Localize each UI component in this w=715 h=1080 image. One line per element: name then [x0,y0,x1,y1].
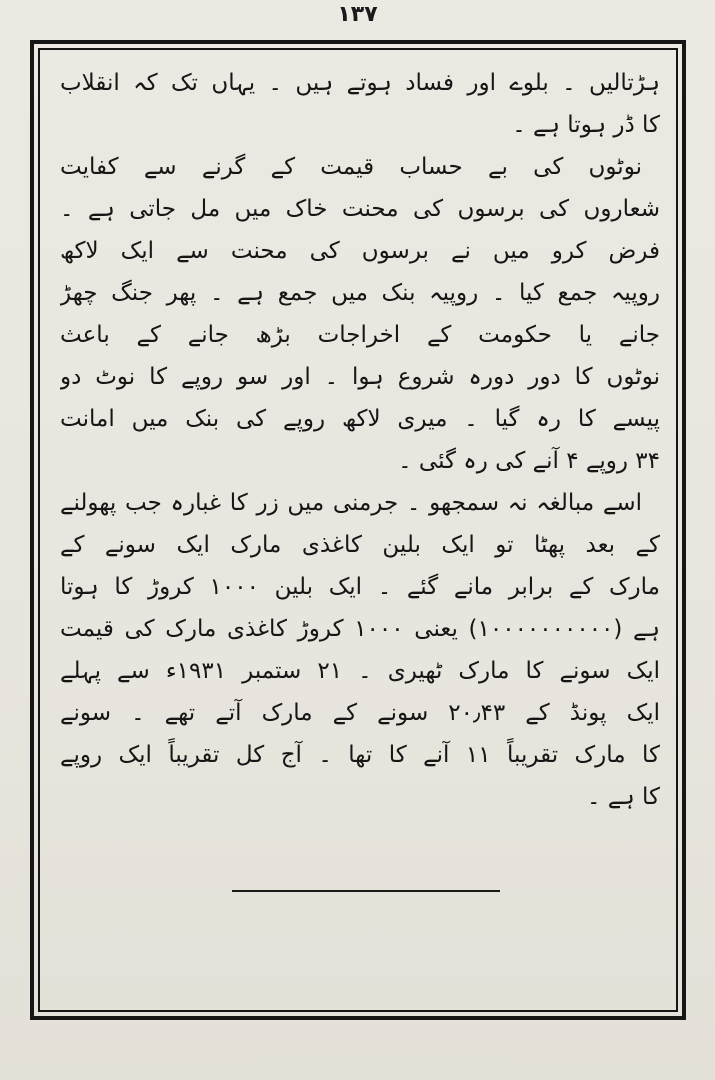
text-line: ایک سونے کا مارک ٹھیری ۔ ۲۱ ستمبر ۱۹۳۱ء سے پہلے [60,658,660,684]
text-line: فرض کرو میں نے برسوں کی محنت سے ایک لاکھ [60,238,660,264]
text-line: کا ڈر ہوتا ہے ۔ [512,112,660,138]
text-line: کا ہے ۔ [586,784,660,810]
text-line: کا مارک تقریباً ۱۱ آنے کا تھا ۔ آج کل تقریباً ایک روپے [60,742,660,768]
text-line: روپیہ جمع کیا ۔ روپیہ بنک میں جمع ہے ۔ پھر جنگ چھڑ [60,280,660,306]
text-line: ۳۴ روپے ۴ آنے کی رہ گئی ۔ [398,448,660,474]
text-line: ہڑتالیں ۔ بلوے اور فساد ہوتے ہیں ۔ یہاں تک کہ انقلاب [60,70,660,96]
text-line: ہے (۱۰۰۰۰۰۰۰۰۰۰) یعنی ۱۰۰۰ کروڑ کاغذی مارک کی قیمت [60,616,660,642]
text-line: نوٹوں کا دور دورہ شروع ہوا ۔ اور سو روپے کا نوٹ دو [60,364,660,390]
body-text [60,62,660,818]
text-line: کے بعد پھٹا تو ایک بلین کاغذی مارک ایک سونے کے [60,532,660,558]
text-line: ایک پونڈ کے ۲۰٫۴۳ سونے کے مارک آتے تھے ۔ سونے [60,700,660,726]
text-line: پیسے کا رہ گیا ۔ میری لاکھ روپے کی بنک میں امانت [60,406,660,432]
text-line: مارک کے برابر مانے گئے ۔ ایک بلین ۱۰۰۰ کروڑ کا ہوتا [60,574,660,600]
section-end-rule [232,890,500,892]
text-line: شعاروں کی برسوں کی محنت خاک میں مل جاتی ہے ۔ [60,196,660,222]
text-line: اسے مبالغہ نہ سمجھو ۔ جرمنی میں زر کا غبارہ جب پھولنے [60,490,642,516]
text-line: نوٹوں کی بے حساب قیمت کے گرنے سے کفایت [60,154,642,180]
text-line: جانے یا حکومت کے اخراجات بڑھ جانے کے باعث [60,322,660,348]
page-number: ۱۳۷ [337,2,378,27]
